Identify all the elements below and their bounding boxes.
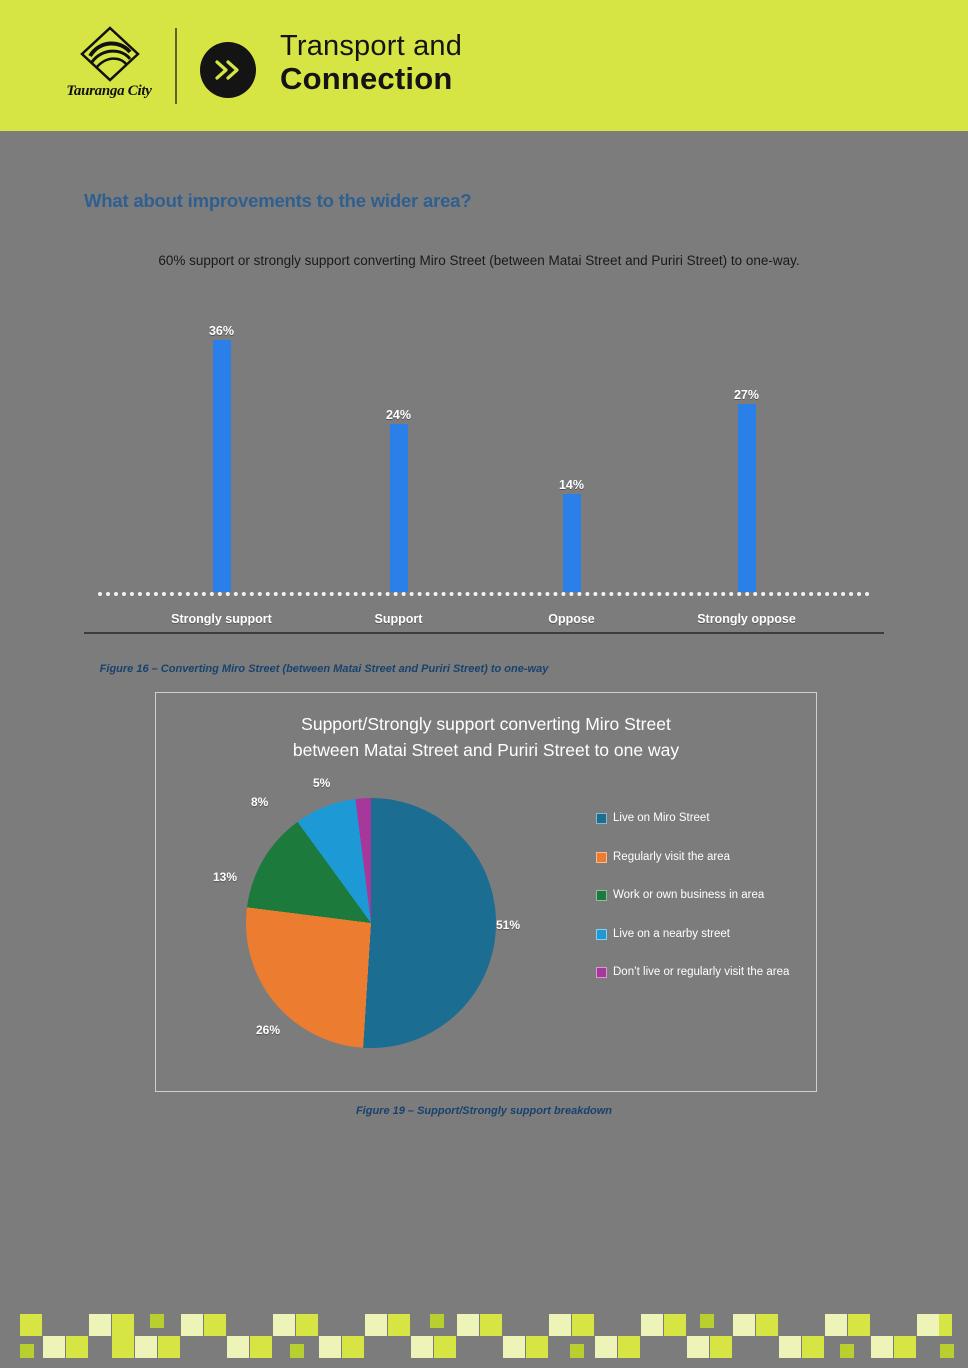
pie-value-label: 26% bbox=[256, 1023, 281, 1037]
pie-value-label: 8% bbox=[251, 795, 269, 809]
logo-mark-icon bbox=[80, 26, 140, 82]
legend-swatch-icon bbox=[596, 813, 607, 824]
bar-rect bbox=[738, 404, 756, 592]
pie-chart-title-line2: between Matai Street and Puriri Street to one way bbox=[292, 740, 680, 761]
header-divider bbox=[175, 28, 177, 104]
page-header bbox=[0, 0, 968, 131]
pie-chart-panel bbox=[155, 692, 817, 1092]
pie-value-label: 51% bbox=[496, 918, 521, 932]
pie-value-label: 5% bbox=[313, 776, 331, 790]
footer-pattern bbox=[0, 1306, 968, 1368]
legend-item bbox=[596, 811, 811, 827]
footer-pattern-graphic bbox=[0, 1306, 968, 1368]
header-title bbox=[280, 30, 462, 97]
bar-value-label: 36% bbox=[208, 324, 235, 338]
bar-column bbox=[659, 330, 834, 598]
pie-chart-title-line1: Support/Strongly support converting Miro Street bbox=[301, 714, 671, 734]
bar-rect bbox=[390, 424, 408, 592]
legend-label: Live on Miro Street bbox=[613, 812, 710, 824]
bar-column bbox=[311, 330, 486, 598]
bar-category-label: Oppose bbox=[548, 612, 595, 626]
legend-label: Regularly visit the area bbox=[613, 850, 730, 863]
page-title: What about improvements to the wider area? bbox=[84, 190, 472, 211]
header-title-line1: Transport and bbox=[280, 30, 463, 62]
bar-chart bbox=[84, 324, 884, 645]
legend-item bbox=[596, 965, 811, 981]
pie-slices bbox=[246, 798, 496, 1048]
legend-swatch-icon bbox=[596, 967, 607, 978]
bar-value-label: 14% bbox=[558, 478, 585, 492]
legend-swatch-icon bbox=[596, 852, 607, 863]
logo-wordmark: Tauranga City bbox=[66, 83, 152, 99]
bar-value-label: 24% bbox=[385, 408, 412, 422]
pie-chart-graphic bbox=[213, 776, 521, 1048]
bar-chart-plot-area bbox=[84, 324, 884, 598]
pie-chart-title bbox=[196, 711, 776, 764]
legend-swatch-icon bbox=[596, 929, 607, 940]
bar-chart-x-axis bbox=[84, 632, 884, 634]
legend-item bbox=[596, 927, 811, 943]
figure-16-caption: Figure 16 – Converting Miro Street (between Matai Street and Puriri Street) to one-way bbox=[99, 663, 549, 675]
lead-paragraph: 60% support or strongly support converting Miro Street (between Matai Street and Puriri Street) to one-way. bbox=[158, 253, 800, 268]
bar-category-label: Strongly oppose bbox=[697, 612, 796, 626]
legend-item bbox=[596, 850, 811, 866]
legend-label: Live on a nearby street bbox=[613, 927, 730, 940]
bar-column bbox=[484, 330, 659, 598]
legend-item bbox=[596, 888, 811, 904]
legend-label: Don’t live or regularly visit the area bbox=[613, 966, 790, 979]
tauranga-city-logo bbox=[50, 26, 168, 106]
pie-value-label: 13% bbox=[213, 870, 238, 884]
legend-swatch-icon bbox=[596, 890, 607, 901]
pie-chart-legend bbox=[596, 811, 811, 1004]
double-chevron-right-icon bbox=[200, 42, 256, 98]
figure-19-caption: Figure 19 – Support/Strongly support breakdown bbox=[355, 1105, 613, 1117]
bar-category-label: Strongly support bbox=[171, 612, 272, 626]
legend-label: Work or own business in area bbox=[613, 889, 765, 902]
bar-column bbox=[134, 324, 309, 598]
header-title-line2: Connection bbox=[280, 61, 453, 97]
bar-rect bbox=[213, 340, 231, 592]
bar-rect bbox=[563, 494, 581, 592]
bar-value-label: 27% bbox=[733, 388, 760, 402]
bar-category-label: Support bbox=[374, 612, 423, 626]
